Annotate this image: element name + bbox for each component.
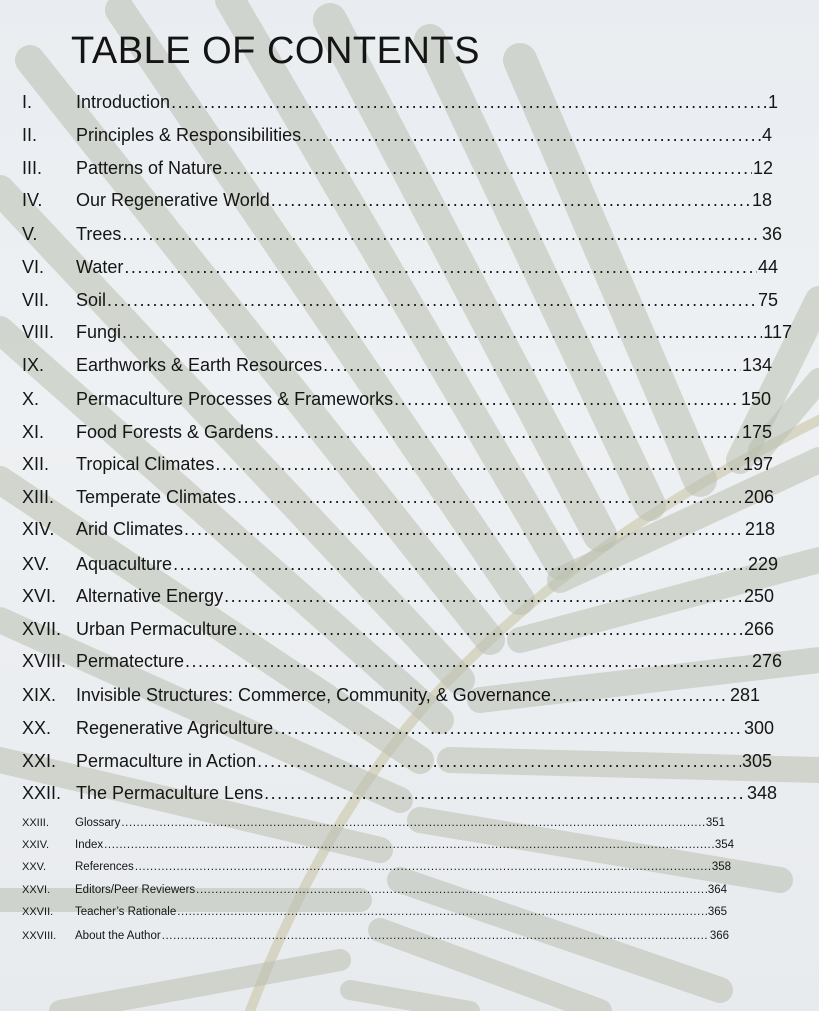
chapter-title: The Permaculture Lens — [76, 783, 264, 803]
chapter-number: XIV. — [22, 519, 55, 539]
page-number: 218 — [744, 519, 775, 539]
chapter-number: XXI. — [22, 751, 57, 771]
page-number: 266 — [743, 619, 774, 639]
leader-dots — [124, 257, 757, 278]
chapter-title: Regenerative Agriculture — [76, 718, 274, 738]
chapter-title: Temperate Climates — [76, 487, 237, 507]
chapter-title: Permaculture Processes & Frameworks — [76, 389, 394, 409]
page-number: 75 — [757, 290, 778, 310]
chapter-number: X. — [22, 389, 40, 409]
chapter-number: XV. — [22, 554, 50, 574]
page-number: 365 — [707, 906, 727, 918]
chapter-title: Editors/Peer Reviewers — [75, 884, 196, 896]
leader-dots — [323, 355, 741, 376]
chapter-number: XI. — [22, 422, 45, 442]
chapter-title: Permaculture in Action — [76, 751, 257, 771]
page-number: 175 — [741, 422, 772, 442]
toc-entry — [22, 906, 727, 922]
toc-entry — [22, 586, 774, 612]
toc-entry — [22, 554, 778, 580]
chapter-number: XXII. — [22, 783, 62, 803]
toc-entry — [22, 125, 772, 151]
page-number: 44 — [757, 257, 778, 277]
leader-dots — [215, 454, 742, 475]
chapter-title: Alternative Energy — [76, 586, 224, 606]
page-number: 300 — [743, 718, 774, 738]
chapter-number: XII. — [22, 454, 50, 474]
chapter-number: VII. — [22, 290, 50, 310]
chapter-title: Patterns of Nature — [76, 158, 223, 178]
chapter-title: Urban Permaculture — [76, 619, 238, 639]
toc-entry — [22, 783, 777, 809]
page-title: TABLE OF CONTENTS — [71, 30, 480, 72]
toc-entry — [22, 519, 775, 545]
chapter-title: Introduction — [76, 92, 171, 112]
leader-dots — [552, 685, 729, 706]
page-number: 305 — [741, 751, 772, 771]
toc-entry — [22, 355, 772, 381]
toc-entry — [22, 861, 731, 877]
chapter-title: Our Regenerative World — [76, 190, 270, 210]
page-number: 354 — [714, 839, 734, 851]
chapter-number: II. — [22, 125, 38, 145]
page-number: 1 — [767, 92, 778, 112]
leader-dots — [257, 751, 741, 772]
chapter-number: XIII. — [22, 487, 55, 507]
toc-entry — [22, 751, 772, 777]
leader-dots — [162, 930, 709, 942]
toc-entry — [22, 190, 772, 216]
leader-dots — [274, 422, 741, 443]
leader-dots — [185, 651, 751, 672]
toc-entry — [22, 930, 729, 946]
leader-dots — [238, 619, 743, 640]
page-number: 206 — [743, 487, 774, 507]
toc-entry — [22, 839, 734, 855]
leader-dots — [121, 817, 704, 829]
page-number: 358 — [711, 861, 731, 873]
toc-entry — [22, 322, 792, 348]
page-number: 197 — [742, 454, 773, 474]
page-number: 351 — [705, 817, 725, 829]
chapter-number: XXVI. — [22, 884, 51, 896]
chapter-number: VIII. — [22, 322, 55, 342]
leader-dots — [107, 290, 757, 311]
page-number: 348 — [746, 783, 777, 803]
chapter-title: Tropical Climates — [76, 454, 215, 474]
chapter-title: Fungi — [76, 322, 122, 342]
page-number: 117 — [763, 322, 792, 342]
leader-dots — [237, 487, 743, 508]
chapter-title: Permatecture — [76, 651, 185, 671]
toc-entry — [22, 619, 774, 645]
toc-entry — [22, 224, 782, 250]
leader-dots — [184, 519, 744, 540]
chapter-number: I. — [22, 92, 33, 112]
leader-dots — [177, 906, 707, 918]
chapter-number: XXVII. — [22, 906, 54, 918]
chapter-title: Arid Climates — [76, 519, 184, 539]
chapter-title: Soil — [76, 290, 107, 310]
leader-dots — [173, 554, 747, 575]
page-number: 366 — [709, 930, 729, 942]
page-number: 281 — [729, 685, 760, 705]
leader-dots — [264, 783, 746, 804]
leader-dots — [196, 884, 707, 896]
toc-entry — [22, 454, 773, 480]
toc-entry — [22, 158, 773, 184]
chapter-title: Principles & Responsibilities — [76, 125, 302, 145]
chapter-title: Teacher’s Rationale — [75, 906, 177, 918]
toc-entry — [22, 92, 778, 118]
leader-dots — [394, 389, 740, 410]
chapter-number: III. — [22, 158, 43, 178]
leader-dots — [135, 861, 711, 873]
page-number: 4 — [761, 125, 772, 145]
leader-dots — [171, 92, 767, 113]
page-number: 276 — [751, 651, 782, 671]
chapter-number: IV. — [22, 190, 43, 210]
chapter-number: XVII. — [22, 619, 62, 639]
toc-entry — [22, 884, 727, 900]
page-number: 229 — [747, 554, 778, 574]
toc-entry — [22, 257, 778, 283]
leader-dots — [122, 322, 762, 343]
chapter-title: Aquaculture — [76, 554, 173, 574]
chapter-number: IX. — [22, 355, 45, 375]
chapter-title: Invisible Structures: Commerce, Community, & Governance — [76, 685, 551, 705]
chapter-title: Food Forests & Gardens — [76, 422, 274, 442]
toc-entry — [22, 389, 771, 415]
chapter-title: Glossary — [75, 817, 121, 829]
toc-entry — [22, 718, 774, 744]
chapter-number: XIX. — [22, 685, 57, 705]
chapter-title: About the Author — [75, 930, 161, 942]
leader-dots — [223, 158, 752, 179]
chapter-number: XXIII. — [22, 817, 49, 829]
chapter-number: V. — [22, 224, 38, 244]
chapter-number: XXV. — [22, 861, 47, 873]
toc-entry — [22, 290, 778, 316]
page-number: 150 — [740, 389, 771, 409]
page-number: 134 — [741, 355, 772, 375]
toc-entry — [22, 817, 725, 833]
chapter-title: Index — [75, 839, 104, 851]
leader-dots — [224, 586, 743, 607]
chapter-title: Water — [76, 257, 124, 277]
toc-entry — [22, 487, 774, 513]
chapter-number: XVI. — [22, 586, 57, 606]
toc-entry — [22, 422, 772, 448]
chapter-number: XXVIII. — [22, 930, 57, 942]
chapter-number: XXIV. — [22, 839, 50, 851]
leader-dots — [271, 190, 751, 211]
toc-entry — [22, 685, 760, 711]
leader-dots — [104, 839, 714, 851]
chapter-title: Earthworks & Earth Resources — [76, 355, 323, 375]
chapter-number: XX. — [22, 718, 52, 738]
page-number: 12 — [752, 158, 773, 178]
toc-entry — [22, 651, 782, 677]
chapter-number: VI. — [22, 257, 45, 277]
leader-dots — [302, 125, 761, 146]
page-number: 18 — [751, 190, 772, 210]
page-number: 250 — [743, 586, 774, 606]
leader-dots — [122, 224, 761, 245]
leader-dots — [274, 718, 743, 739]
page-number: 364 — [707, 884, 727, 896]
chapter-title: References — [75, 861, 134, 873]
chapter-title: Trees — [76, 224, 122, 244]
chapter-number: XVIII. — [22, 651, 67, 671]
page-number: 36 — [761, 224, 782, 244]
